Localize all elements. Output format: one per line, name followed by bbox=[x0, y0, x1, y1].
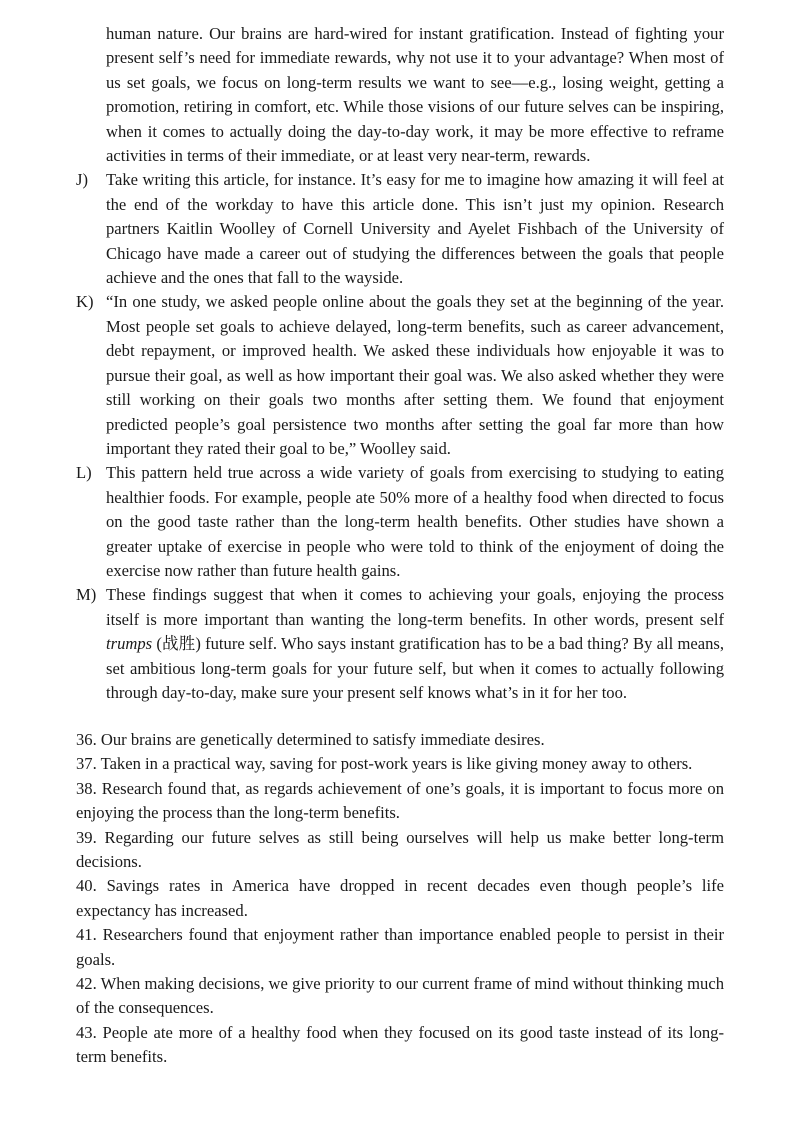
question-item: 38. Research found that, as regards achievement of one’s goals, it is important to focus more on enjoying the process than the long-term benefits. bbox=[76, 778, 724, 823]
paragraph-letter: M) bbox=[76, 585, 97, 605]
question-item: 42. When making decisions, we give priority to our current frame of mind without thinking much of the consequences. bbox=[76, 974, 724, 1018]
paragraph-text: Take writing this article, for instance. It’s easy for me to imagine how amazing it will feel at the end of the workday to have this article done. This isn’t just my opinion. Research partners Kaitlin Woolley of Cornell University and Ayelet Fishbach of the University of Chicago have made a career out of studying the differences between the goals that people achieve and the ones that fall to the wayside. bbox=[106, 170, 724, 288]
paragraph-text bbox=[106, 583, 724, 705]
question-item: 41. Researchers found that enjoyment rather than importance enabled people to persist in their goals. bbox=[76, 925, 724, 969]
question-item: 40. Savings rates in America have dropped in recent decades even though people’s life expectancy has increased. bbox=[76, 876, 724, 920]
italic-word: trumps bbox=[106, 634, 153, 654]
paragraph-text: This pattern held true across a wide variety of goals from exercising to studying to eating healthier foods. For example, people ate 50% more of a healthy food when directed to focus on the good taste rather than the long-term health benefits. Other studies have shown a greater uptake of exercise in people who were told to think of the enjoyment of doing the exercise now rather than future health gains. bbox=[106, 463, 724, 580]
question-item: 37. Taken in a practical way, saving for post-work years is like giving money away to others. bbox=[76, 754, 693, 774]
question-list bbox=[76, 728, 724, 1070]
paragraph-text-part: (战胜) future self. Who says instant gratification has to be a bad thing? By all means, set ambitious long-term goals for your future self, but when it comes to actually following through day-to-day, make sure your present self knows what’s in it for her too. bbox=[106, 634, 724, 702]
paragraph-text-part: These findings suggest that when it comes to achieving your goals, enjoying the process itself is more important than wanting the long-term benefits. In other words, present self bbox=[106, 585, 724, 629]
question-item: 39. Regarding our future selves as still being ourselves will help us make better long-term decisions. bbox=[76, 827, 724, 872]
paragraph-k bbox=[76, 290, 724, 461]
question-item: 36. Our brains are genetically determined to satisfy immediate desires. bbox=[76, 730, 545, 749]
paragraph-m bbox=[76, 583, 724, 705]
paragraph-letter: K) bbox=[76, 292, 94, 312]
paragraph-continuation bbox=[76, 22, 724, 168]
paragraph-letter: J) bbox=[76, 170, 88, 190]
paragraph-l bbox=[76, 461, 724, 583]
paragraph-j bbox=[76, 168, 724, 290]
paragraph-text: “In one study, we asked people online about the goals they set at the beginning of the year. Most people set goals to achieve delayed, long-term benefits, such as career advancement, debt repayment, or improved health. We asked these individuals how enjoyable it was to pursue their goal, as well as how important their goal was. We also asked whether they were still working on their goals two months after setting them. We found that enjoyment predicted people’s goal persistence two months after setting the goal far more than how important they rated their goal to be,” Woolley said. bbox=[106, 292, 724, 458]
paragraph-letter: L) bbox=[76, 463, 92, 483]
passage bbox=[76, 22, 724, 705]
paragraph-text: human nature. Our brains are hard-wired for instant gratification. Instead of fighting your present self’s need for immediate rewards, why not use it to your advantage? When most of us set goals, we focus on long-term results we want to see—e.g., losing weight, getting a promotion, retiring in comfort, etc. While those visions of our future selves can be inspiring, when it comes to actually doing the day-to-day work, it may be more effective to reframe activities in terms of their immediate, or at least very near-term, rewards. bbox=[106, 24, 724, 166]
paragraph-letter-blank bbox=[76, 22, 106, 168]
question-item: 43. People ate more of a healthy food when they focused on its good taste instead of its long-term benefits. bbox=[76, 1022, 724, 1067]
